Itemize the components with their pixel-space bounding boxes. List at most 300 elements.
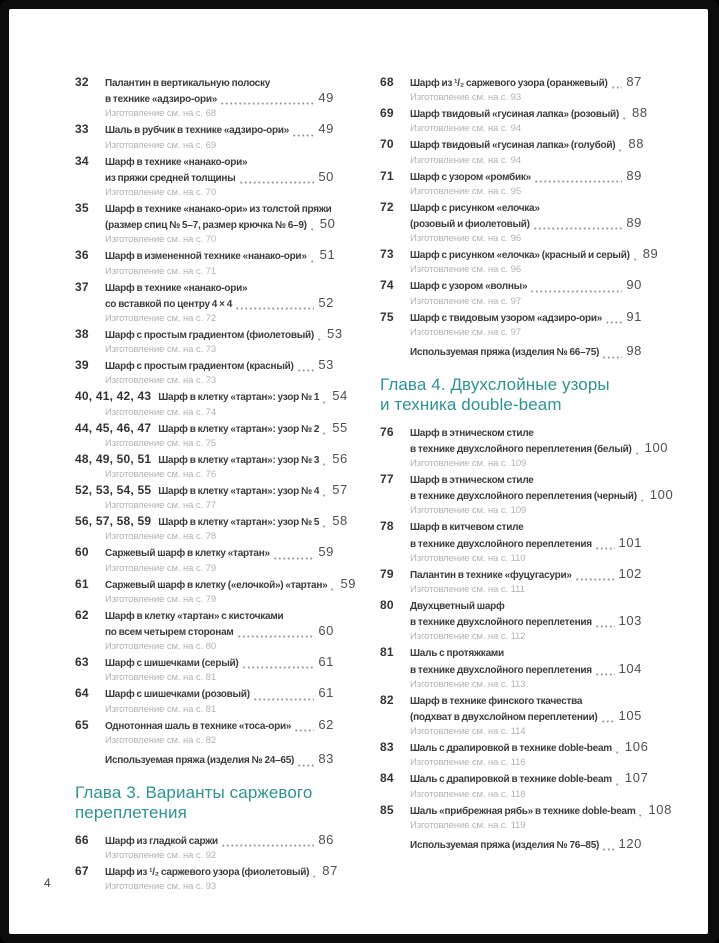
- entry-page-ref: 50: [319, 216, 336, 232]
- entry-number: 38: [75, 327, 89, 342]
- entry-note: Изготовление см. на с. 78: [105, 531, 216, 543]
- entry-row: [75, 75, 334, 91]
- entry-note: Изготовление см. на с. 109: [410, 457, 527, 469]
- entry-title: Шарф твидовый «гусиная лапка» (голубой): [410, 140, 616, 152]
- entry-row: [380, 310, 642, 326]
- entry-note: Изготовление см. на с. 69: [105, 139, 216, 151]
- dot-leader: [640, 498, 646, 502]
- entry-page-ref: 57: [332, 482, 348, 498]
- dot-leader: [237, 634, 315, 638]
- entry-row: [410, 439, 669, 457]
- entry-page-ref: 51: [319, 247, 336, 263]
- entry-number: 81: [380, 645, 394, 660]
- entry-row: [380, 472, 642, 488]
- entry-row: [380, 770, 649, 787]
- page-number: 4: [44, 876, 51, 890]
- toc-entry: [75, 833, 334, 863]
- toc-entry: [380, 200, 642, 246]
- entry-page-ref: 98: [626, 343, 642, 359]
- entry-number: 75: [380, 309, 394, 324]
- entry-note: Изготовление см. на с. 93: [105, 880, 216, 892]
- entry-title: Шарф в клетку «тартан»: узор № 3: [158, 454, 320, 466]
- entry-note: Изготовление см. на с. 82: [105, 734, 216, 746]
- toc-entry: [380, 344, 642, 360]
- entry-title: Шарф из ¹/₂ саржевого узора (оранжевый): [410, 78, 608, 89]
- entry-page-ref: 88: [628, 136, 645, 152]
- entry-number: 37: [75, 279, 89, 294]
- entry-number: 56, 57, 58, 59: [75, 514, 152, 529]
- toc-entry: [380, 75, 642, 105]
- entry-title: Шарф с простым градиентом (красный): [105, 361, 294, 373]
- entry-page-ref: 62: [318, 716, 334, 732]
- entry-row: [75, 862, 338, 880]
- entry-number: 66: [75, 832, 89, 847]
- entry-title: Шарф с рисунком «елочка» (красный и серый): [410, 250, 630, 262]
- entry-row: [75, 419, 348, 437]
- toc-entry: [380, 278, 642, 308]
- entry-number: 34: [75, 153, 89, 168]
- entry-row: [380, 425, 642, 441]
- entry-row: [75, 718, 334, 734]
- entry-number: 79: [380, 566, 394, 581]
- entry-title: Шарф в этническом стиле: [410, 474, 534, 486]
- entry-title: Однотонная шаль в технике «тоса-ори»: [105, 720, 292, 732]
- entry-title: в технике двухслойного переплетения (черный): [410, 491, 637, 503]
- entry-number: 48, 49, 50, 51: [75, 451, 152, 466]
- entry-note: Изготовление см. на с. 76: [105, 469, 216, 481]
- entry-row: [75, 201, 334, 217]
- entry-title: (подхват в двухслойном переплетении): [410, 711, 598, 723]
- entry-row: [380, 837, 642, 853]
- entry-row: [380, 519, 642, 535]
- dot-leader: [611, 85, 623, 89]
- entry-page-ref: 49: [318, 90, 334, 106]
- dot-leader: [530, 289, 622, 293]
- entry-title: Шаль с драпировкой в технике doble-beam: [410, 774, 612, 786]
- entry-number: 72: [380, 199, 394, 214]
- entry-note: Изготовление см. на с. 70: [105, 187, 216, 199]
- toc-entry: [380, 837, 642, 853]
- entry-title: Палантин в вертикальную полоску: [105, 78, 271, 89]
- entry-title: Палантин в технике «фуцугасури»: [410, 569, 572, 581]
- entry-row: [380, 75, 642, 91]
- dot-leader: [292, 133, 314, 137]
- entry-number: 68: [380, 75, 394, 89]
- entry-page-ref: 91: [626, 308, 642, 324]
- dot-leader: [310, 227, 316, 231]
- toc-entry: [75, 388, 348, 419]
- entry-note: Изготовление см. на с. 71: [105, 265, 216, 277]
- entry-number: 40, 41, 42, 43: [75, 389, 152, 404]
- entry-row: [75, 575, 357, 593]
- entry-number: 60: [75, 545, 89, 560]
- toc-entry: [75, 752, 334, 768]
- entry-note: Изготовление см. на с. 97: [410, 295, 521, 307]
- entry-title: Шарф в технике финского ткачества: [410, 695, 583, 707]
- entry-row: [75, 358, 334, 374]
- entry-page-ref: 89: [642, 246, 659, 262]
- toc-entry: [75, 655, 334, 685]
- entry-row: [410, 536, 642, 552]
- toc-entry: [380, 801, 672, 833]
- toc-entry: [380, 598, 642, 644]
- entry-row: [380, 598, 642, 614]
- toc-entry: [380, 424, 669, 471]
- entry-page-ref: 61: [318, 685, 334, 701]
- entry-page-ref: 103: [618, 613, 642, 629]
- dot-leader: [294, 728, 314, 732]
- dot-leader: [615, 750, 621, 754]
- chapter-heading: [75, 783, 334, 824]
- entry-note: Изготовление см. на с. 96: [410, 264, 521, 276]
- entry-page-ref: 100: [649, 487, 674, 503]
- entry-row: [410, 487, 674, 504]
- entry-title: Шаль с драпировкой в технике doble-beam: [410, 743, 612, 755]
- chapter-heading-line: переплетения: [75, 803, 187, 823]
- entry-page-ref: 108: [648, 801, 672, 817]
- entry-number: 32: [75, 75, 89, 89]
- entry-number: 52, 53, 54, 55: [75, 483, 152, 498]
- toc-entry: [75, 122, 334, 152]
- toc-entry: [380, 246, 659, 277]
- entry-number: 61: [75, 576, 89, 591]
- entry-page-ref: 59: [318, 544, 334, 560]
- entry-note: Изготовление см. на с. 94: [410, 154, 521, 166]
- entry-row: [410, 614, 642, 630]
- toc-entry: [75, 608, 334, 654]
- entry-note: Изготовление см. на с. 75: [105, 437, 216, 449]
- toc-entry: [380, 471, 674, 518]
- toc-entry: [75, 248, 334, 278]
- entry-row: [75, 326, 343, 343]
- entry-title: Используемая пряжа (изделия № 76–85): [410, 840, 600, 852]
- entry-title: в технике двухслойного переплетения: [410, 617, 592, 629]
- dot-leader: [633, 257, 639, 261]
- entry-title: Шаль в рубчик в технике «адзиро-ори»: [105, 125, 290, 137]
- toc-column-right: [380, 74, 674, 895]
- dot-leader: [297, 763, 314, 767]
- entry-number: 80: [380, 597, 394, 612]
- entry-row: [380, 169, 642, 185]
- entry-title: Используемая пряжа (изделия № 24–65): [105, 755, 295, 767]
- entry-page-ref: 88: [632, 105, 648, 121]
- toc-entry: [75, 482, 348, 513]
- entry-title: (размер спиц № 5–7, размер крючка № 6–9): [105, 220, 307, 232]
- entry-number: 67: [75, 863, 89, 878]
- entry-number: 62: [75, 607, 89, 622]
- entry-page-ref: 83: [318, 751, 334, 767]
- dot-leader: [322, 400, 328, 404]
- entry-note: Изготовление см. на с. 94: [410, 123, 521, 135]
- entry-row: [380, 136, 645, 153]
- entry-number: 83: [380, 740, 394, 755]
- toc-entry: [75, 280, 334, 326]
- entry-title: Шарф в клетку «тартан»: узор № 1: [158, 392, 320, 404]
- toc-page: [9, 9, 708, 934]
- dot-leader: [622, 116, 628, 120]
- entry-note: Изготовление см. на с. 93: [410, 92, 521, 104]
- dot-leader: [312, 874, 318, 878]
- entry-title: Используемая пряжа (изделия № 66–75): [410, 347, 600, 359]
- dot-leader: [615, 782, 621, 786]
- entry-page-ref: 59: [340, 575, 357, 591]
- toc-entry: [75, 326, 343, 357]
- chapter-heading: [380, 375, 642, 416]
- entry-title: Шарф в технике «нанако-ори»: [105, 282, 248, 294]
- entry-title: Шарф в клетку «тартан»: узор № 4: [158, 486, 320, 498]
- entry-title: Двухцветный шарф: [410, 600, 505, 612]
- entry-row: [380, 693, 642, 709]
- entry-row: [75, 388, 348, 405]
- toc-entry: [380, 169, 642, 199]
- toc-entry: [75, 154, 334, 200]
- entry-title: Шарф в технике «нанако-ори»: [105, 156, 248, 168]
- entry-page-ref: 104: [618, 660, 642, 676]
- entry-row: [75, 752, 334, 768]
- entry-title: Шаль «прибрежная рябь» в технике doble-beam: [410, 805, 636, 817]
- entry-title: Шарф твидовый «гусиная лапка» (розовый): [410, 109, 619, 121]
- entry-row: [380, 344, 642, 360]
- dot-leader: [322, 462, 328, 466]
- entry-title: Шарф из ¹/₂ саржевого узора (фиолетовый): [105, 866, 310, 878]
- toc-entry: [75, 419, 348, 451]
- chapter-heading-line: и техника double-beam: [380, 395, 562, 415]
- entry-page-ref: 107: [624, 770, 649, 786]
- entry-note: Изготовление см. на с. 114: [410, 726, 526, 738]
- entry-page-ref: 90: [626, 277, 642, 293]
- entry-title: Шарф в измененной технике «нанако-ори»: [105, 251, 307, 263]
- entry-page-ref: 106: [624, 739, 649, 755]
- entry-page-ref: 100: [644, 439, 669, 455]
- entry-row: [380, 246, 659, 263]
- toc-entry: [380, 645, 642, 691]
- dot-leader: [239, 180, 315, 184]
- entry-page-ref: 102: [618, 565, 642, 581]
- dot-leader: [638, 813, 644, 817]
- entry-page-ref: 87: [626, 74, 642, 89]
- entry-title: Шарф в китчевом стиле: [410, 522, 524, 534]
- entry-title: Шарф в технике «нанако-ори» из толстой пряжи: [105, 204, 332, 216]
- entry-note: Изготовление см. на с. 113: [410, 678, 526, 690]
- toc-entry: [75, 686, 334, 716]
- entry-row: [105, 296, 334, 312]
- entry-number: 78: [380, 519, 394, 534]
- toc-entry: [75, 450, 348, 482]
- toc-entry: [75, 75, 334, 121]
- toc-entry: [380, 567, 642, 597]
- toc-entry: [380, 739, 649, 770]
- entry-page-ref: 87: [322, 862, 338, 878]
- entry-note: Изготовление см. на с. 79: [105, 593, 216, 605]
- entry-page-ref: 54: [332, 388, 348, 404]
- entry-note: Изготовление см. на с. 80: [105, 641, 216, 653]
- entry-note: Изготовление см. на с. 109: [410, 505, 527, 517]
- entry-row: [380, 645, 642, 661]
- entry-note: Изготовление см. на с. 81: [105, 703, 216, 715]
- dot-leader: [602, 847, 614, 851]
- dot-leader: [618, 148, 624, 152]
- entry-row: [75, 608, 334, 624]
- entry-page-ref: 58: [332, 513, 348, 529]
- entry-note: Изготовление см. на с. 96: [410, 233, 521, 245]
- dot-leader: [235, 306, 314, 310]
- entry-note: Изготовление см. на с. 95: [410, 185, 521, 197]
- entry-page-ref: 89: [626, 215, 642, 231]
- entry-number: 82: [380, 692, 394, 707]
- toc-entry: [380, 693, 642, 739]
- toc-entry: [75, 513, 348, 544]
- entry-page-ref: 61: [318, 654, 334, 670]
- entry-row: [410, 662, 642, 678]
- entry-title: в технике двухслойного переплетения (белый): [410, 443, 632, 455]
- entry-note: Изготовление см. на с. 74: [105, 406, 216, 418]
- entry-number: 85: [380, 802, 394, 817]
- toc-entry: [380, 770, 649, 801]
- entry-page-ref: 60: [318, 623, 334, 639]
- entry-row: [380, 801, 672, 819]
- entry-row: [105, 170, 334, 186]
- entry-number: 33: [75, 122, 89, 137]
- toc-entry: [75, 545, 334, 575]
- entry-number: 71: [380, 168, 394, 183]
- entry-page-ref: 86: [318, 831, 334, 847]
- entry-title: Шарф в клетку «тартан»: узор № 2: [158, 423, 320, 435]
- dot-leader: [221, 843, 314, 847]
- entry-note: Изготовление см. на с. 116: [410, 757, 526, 769]
- dot-leader: [534, 179, 622, 183]
- entry-title: Шарф с шишечками (розовый): [105, 689, 250, 701]
- toc-entry: [75, 201, 334, 247]
- dot-leader: [317, 337, 323, 341]
- entry-title: со вставкой по центру 4 × 4: [105, 298, 233, 310]
- entry-number: 73: [380, 247, 394, 262]
- entry-title: в технике «адзиро-ори»: [105, 94, 218, 106]
- dot-leader: [242, 665, 315, 669]
- toc-entry: [75, 862, 338, 894]
- entry-row: [75, 482, 348, 499]
- toc-entry: [75, 718, 334, 748]
- dot-leader: [297, 368, 315, 372]
- entry-note: Изготовление см. на с. 73: [105, 375, 216, 387]
- dot-leader: [322, 524, 328, 528]
- entry-page-ref: 50: [318, 168, 334, 184]
- toc-column-left: [75, 75, 357, 895]
- entry-title: Шарф с твидовым узором «адзиро-ори»: [410, 312, 603, 324]
- entry-title: в технике двухслойного переплетения: [410, 538, 592, 550]
- entry-row: [380, 739, 649, 756]
- entry-row: [75, 248, 334, 264]
- entry-row: [105, 217, 334, 233]
- entry-title: Шарф с узором «ромбик»: [410, 171, 531, 183]
- entry-number: 69: [380, 106, 394, 121]
- entry-note: Изготовление см. на с. 68: [105, 108, 216, 120]
- dot-leader: [575, 577, 615, 581]
- entry-number: 39: [75, 358, 89, 373]
- entry-number: 64: [75, 686, 89, 701]
- dot-leader: [273, 556, 315, 560]
- dot-leader: [220, 101, 314, 105]
- entry-note: Изготовление см. на с. 73: [105, 344, 216, 356]
- dot-leader: [253, 697, 315, 701]
- toc-columns: [75, 75, 708, 895]
- toc-entry: [380, 310, 642, 340]
- entry-title: Шарф в клетку «тартан»: узор № 5: [158, 517, 320, 529]
- entry-title: Шарф с рисунком «елочка»: [410, 202, 540, 214]
- entry-page-ref: 101: [618, 534, 642, 550]
- entry-page-ref: 53: [318, 357, 334, 373]
- entry-note: Изготовление см. на с. 111: [410, 583, 525, 595]
- entry-page-ref: 52: [318, 294, 334, 310]
- dot-leader: [602, 355, 622, 359]
- entry-row: [380, 278, 642, 294]
- entry-note: Изготовление см. на с. 119: [410, 819, 526, 831]
- entry-number: 74: [380, 278, 394, 293]
- dot-leader: [601, 719, 615, 723]
- entry-number: 77: [380, 471, 394, 486]
- entry-row: [380, 105, 648, 122]
- entry-number: 84: [380, 771, 394, 786]
- entry-row: [75, 833, 334, 849]
- chapter-heading-line: Глава 3. Варианты саржевого: [75, 782, 313, 802]
- chapter-heading-line: Глава 4. Двухслойные узоры: [380, 374, 610, 394]
- entry-page-ref: 53: [327, 326, 343, 342]
- entry-row: [75, 450, 348, 468]
- entry-number: 65: [75, 717, 89, 732]
- toc-entry: [75, 575, 357, 607]
- dot-leader: [322, 431, 328, 435]
- entry-number: 35: [75, 201, 89, 216]
- entry-page-ref: 49: [318, 121, 334, 137]
- entry-title: из пряжи средней толщины: [105, 172, 236, 184]
- entry-note: Изготовление см. на с. 112: [410, 631, 526, 643]
- entry-row: [75, 122, 334, 138]
- entry-title: Саржевый шарф в клетку («елочкой») «тартан»: [105, 579, 328, 591]
- entry-title: Шарф с шишечками (серый): [105, 658, 239, 670]
- entry-note: Изготовление см. на с. 77: [105, 500, 216, 512]
- entry-title: в технике двухслойного переплетения: [410, 664, 592, 676]
- toc-entry: [380, 136, 645, 167]
- entry-title: Шарф в клетку «тартан» с кисточками: [105, 610, 284, 622]
- entry-title: Шарф из гладкой саржи: [105, 835, 218, 847]
- entry-page-ref: 89: [626, 167, 642, 183]
- entry-row: [105, 91, 334, 107]
- toc-entry: [380, 519, 642, 565]
- entry-row: [75, 280, 334, 296]
- dot-leader: [595, 624, 615, 628]
- dot-leader: [330, 587, 336, 591]
- toc-entry: [380, 105, 648, 136]
- entry-note: Изготовление см. на с. 97: [410, 326, 521, 338]
- entry-note: Изготовление см. на с. 110: [410, 552, 526, 564]
- dot-leader: [605, 320, 622, 324]
- entry-note: Изготовление см. на с. 81: [105, 672, 216, 684]
- entry-title: Шаль с протяжками: [410, 648, 504, 660]
- entry-note: Изготовление см. на с. 79: [105, 562, 216, 574]
- entry-row: [75, 686, 334, 702]
- entry-title: по всем четырем сторонам: [105, 627, 234, 639]
- entry-page-ref: 56: [332, 450, 348, 466]
- dot-leader: [595, 546, 615, 550]
- entry-title: Шарф с узором «волны»: [410, 281, 528, 293]
- entry-title: (розовый и фиолетовый): [410, 219, 530, 231]
- entry-note: Изготовление см. на с. 118: [410, 788, 526, 800]
- dot-leader: [635, 451, 641, 455]
- toc-entry: [75, 358, 334, 388]
- entry-row: [75, 154, 334, 170]
- entry-title: Саржевый шарф в клетку «тартан»: [105, 548, 270, 560]
- entry-page-ref: 55: [332, 419, 348, 435]
- entry-page-ref: 120: [618, 836, 642, 852]
